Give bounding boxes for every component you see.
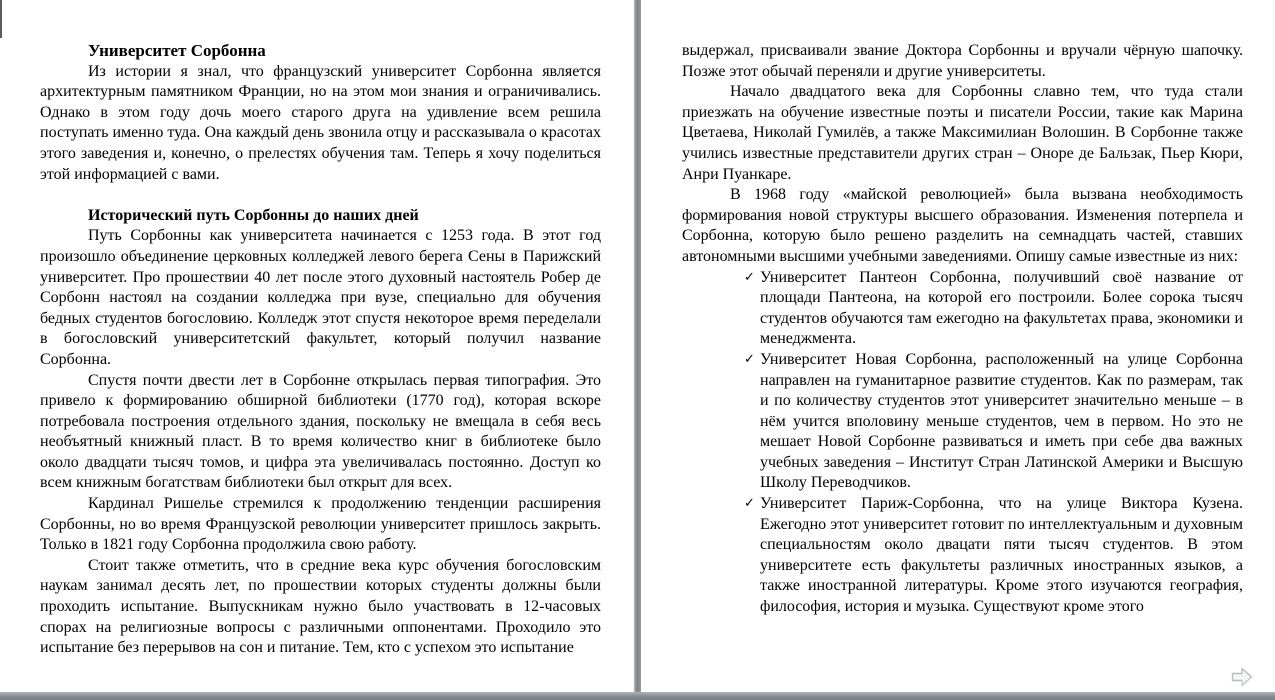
paragraph-history-4: Стоит также отметить, что в средние века курс обучения богословским наукам занимал десять лет, по прошествии которых студенты должны были проходить испытание. Выпускникам нужно было участвовать в 12-часовых спорах на религиозные вопросы с различными оппонентами. Проходило это испытание без перерывов на сон и питание. Тем, кто с успехом это испытание xyxy=(40,556,601,657)
page-1-text-column xyxy=(40,41,601,659)
page-2-text-column xyxy=(682,41,1243,618)
window-bottom-edge xyxy=(0,692,1275,700)
list-item-pantheon xyxy=(744,268,1243,350)
list-item-paris-sorbonne xyxy=(744,494,1243,618)
document-page-2 xyxy=(641,0,1275,692)
document-page-1 xyxy=(0,0,634,692)
checkmark-icon: ✓ xyxy=(744,496,755,512)
paragraph-history-2: Спустя почти двести лет в Сорбонне открылась первая типография. Это привело к формированию обширной библиотеки (1770 год), которая вскоре потребовала построения отдельного здания, поскольку не вмещала в себя весь необъятный книжный пласт. В то время количество книг в библиотеке было около двадцати тысяч томов, и цифра эта увеличивалась постоянно. Доступ ко всем книжным богатствам библиотеки был открыт для всех. xyxy=(40,371,601,492)
universities-list xyxy=(682,268,1243,618)
window-edge-mark xyxy=(0,0,2,38)
document-title: Университет Сорбонна xyxy=(88,41,266,60)
paragraph-intro: Из истории я знал, что французский университет Сорбонна является архитектурным памятником Франции, но на этом мои знания и ограничивались. Однако в этом году дочь моего старого друга на удивление всем решила поступать именно туда. Она каждый день звонила отцу и рассказывала о красотах этого заведения и, конечно, о прелестях обучения там. Теперь я хочу поделиться этой информацией с вами. xyxy=(40,62,601,183)
checkmark-icon: ✓ xyxy=(744,269,755,285)
paragraph-continuation: выдержал, присваивали звание Доктора Сорбонны и вручали чёрную шапочку. Позже этот обычай переняли и другие университеты. xyxy=(682,42,1243,80)
list-item-text: Университет Новая Сорбонна, расположенный на улице Сорбонна направлен на гуманитарное развитие студентов. Как по размерам, так и по количеству студентов этот университет значительно меньше – в нём учится вполовину меньше студентов, чем в первом. Но это не мешает Новой Сорбонне развиваться и иметь при себе два важных учебных заведения – Институт Стран Латинской Америки и Высшую Школу Переводчиков. xyxy=(760,350,1243,492)
list-item-text: Университет Пантеон Сорбонна, получивший своё название от площади Пантеона, на которой его построили. Более сорока тысяч студентов обучаются там ежегодно на факультетах права, экономики и менеджмента. xyxy=(760,268,1243,348)
paragraph-1968: В 1968 году «майской революцией» была вызвана необходимость формирования новой структуры высшего образования. Изменения потерпела и Сорбонна, которую было решено разделить на семнадцать частей, ставших автономными высшими учебными заведениями. Опишу самые известные из них: xyxy=(682,186,1243,265)
list-item-new-sorbonne xyxy=(744,350,1243,494)
page-divider xyxy=(634,0,641,692)
paragraph-twentieth-century: Начало двадцатого века для Сорбонны славно тем, что туда стали приезжать на обучение известные поэты и писатели России, такие как Марина Цветаева, Николай Гумилёв, а также Максимилиан Волошин. В Сорбонне также учились известные представители других стран – Оноре де Бальзак, Пьер Кюри, Анри Пуанкаре. xyxy=(682,83,1243,183)
next-page-arrow-icon[interactable] xyxy=(1231,667,1253,687)
paragraph-history-1: Путь Сорбонны как университета начинается с 1253 года. В этот год произошло объединение церковных колледжей левого берега Сены в Парижский университет. Про прошествии 40 лет после этого духовный настоятель Робер де Сорбонн настоял на создании колледжа при вузе, специально для обучения бедных студентов богословию. Колледж этот спустя некоторое время переделали в богословский университетский факультет, который получил название Сорбонна. xyxy=(40,227,601,368)
list-item-text: Университет Париж-Сорбонна, что на улице Виктора Кузена. Ежегодно этот университет готовит по интеллектуальным и духовным специальностям около двацати пяти тысяч студентов. В этом университете есть факультеты различных иностранных языков, а также иностранной литературы. Кроме этого изучаются география, философия, история и музыка. Существуют кроме этого xyxy=(760,495,1243,616)
checkmark-icon: ✓ xyxy=(744,351,755,367)
section-heading-history: Исторический путь Сорбонны до наших дней xyxy=(88,206,419,224)
paragraph-history-3: Кардинал Ришелье стремился к продолжению тенденции расширения Сорбонны, но во время Французской революции университет пришлось закрыть. Только в 1821 году Сорбонна продолжила свою работу. xyxy=(40,495,601,554)
